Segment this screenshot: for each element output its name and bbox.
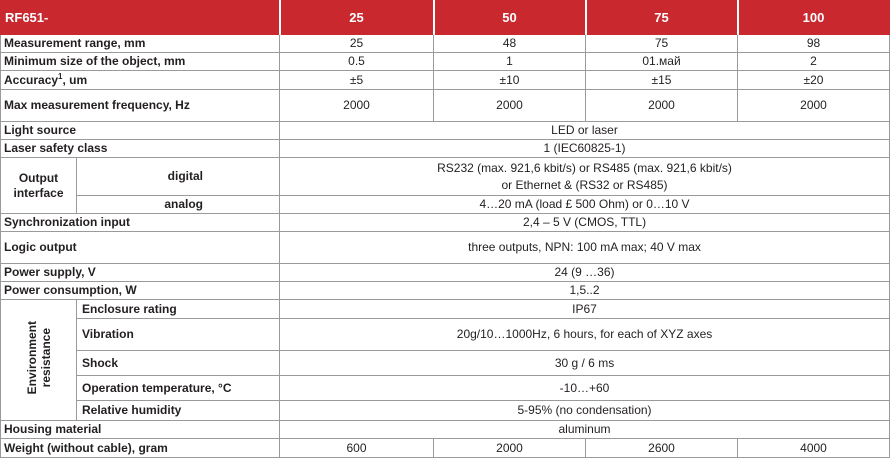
row-label: Laser safety class xyxy=(1,140,280,158)
cell-value: 48 xyxy=(434,35,586,53)
sync-input-row xyxy=(1,214,890,232)
analog-label: analog xyxy=(77,196,280,214)
row-label: Power supply, V xyxy=(1,264,280,282)
cell-value: aluminum xyxy=(280,421,890,439)
cell-value: 1 (IEC60825-1) xyxy=(280,140,890,158)
enclosure-row xyxy=(1,300,890,319)
group-label-line2: resistance xyxy=(38,328,53,388)
min-size-row xyxy=(1,53,890,71)
shock-row xyxy=(1,351,890,376)
cell-value: 2000 xyxy=(434,90,586,122)
cell-value: 75 xyxy=(586,35,738,53)
cell-value: ±10 xyxy=(434,71,586,90)
environment-vertical-label xyxy=(25,321,53,394)
row-label: Light source xyxy=(1,122,280,140)
output-digital-row xyxy=(1,158,890,196)
housing-row xyxy=(1,421,890,439)
accuracy-unit: , um xyxy=(62,72,88,87)
row-label: Logic output xyxy=(1,232,280,264)
row-label: Measurement range, mm xyxy=(1,35,280,53)
cell-value: 2000 xyxy=(280,90,434,122)
cell-value xyxy=(280,158,890,196)
weight-row xyxy=(1,439,890,458)
cell-value: ±5 xyxy=(280,71,434,90)
row-label xyxy=(1,71,280,90)
cell-value: 2,4 – 5 V (CMOS, TTL) xyxy=(280,214,890,232)
power-consumption-row xyxy=(1,282,890,300)
cell-value: 30 g / 6 ms xyxy=(280,351,890,376)
power-supply-row xyxy=(1,264,890,282)
row-label: Power consumption, W xyxy=(1,282,280,300)
cell-value: 2 xyxy=(738,53,890,71)
cell-value: 4000 xyxy=(738,439,890,458)
digital-value-line2: or Ethernet & (RS32 or RS485) xyxy=(501,177,668,192)
row-label: Housing material xyxy=(1,421,280,439)
laser-safety-row xyxy=(1,140,890,158)
footnote-marker: 1 xyxy=(58,71,63,81)
range-header-25: 25 xyxy=(280,1,434,35)
cell-value: 2600 xyxy=(586,439,738,458)
vibration-row xyxy=(1,319,890,351)
row-label: Weight (without cable), gram xyxy=(1,439,280,458)
group-label-line1: Environment xyxy=(24,321,39,395)
environment-group-label xyxy=(1,300,77,421)
enclosure-label: Enclosure rating xyxy=(77,300,280,319)
range-header-75: 75 xyxy=(586,1,738,35)
digital-value-line1: RS232 (max. 921,6 kbit/s) or RS485 (max. 921,6 kbit/s) xyxy=(437,160,732,175)
humidity-row xyxy=(1,401,890,421)
logic-output-row xyxy=(1,232,890,264)
range-header-100: 100 xyxy=(738,1,890,35)
group-label-line2: interface xyxy=(13,185,64,200)
cell-value: 2000 xyxy=(738,90,890,122)
accuracy-label: Accuracy xyxy=(4,72,59,87)
cell-value: 2000 xyxy=(434,439,586,458)
model-header: RF651- xyxy=(1,1,280,35)
cell-value: 24 (9 …36) xyxy=(280,264,890,282)
cell-value: ±15 xyxy=(586,71,738,90)
row-label: Max measurement frequency, Hz xyxy=(1,90,280,122)
header-row xyxy=(1,1,890,35)
cell-value: ±20 xyxy=(738,71,890,90)
measurement-range-row xyxy=(1,35,890,53)
cell-value: 25 xyxy=(280,35,434,53)
max-frequency-row xyxy=(1,90,890,122)
cell-value: 5-95% (no condensation) xyxy=(280,401,890,421)
cell-value: 1,5..2 xyxy=(280,282,890,300)
cell-value: IP67 xyxy=(280,300,890,319)
cell-value: 98 xyxy=(738,35,890,53)
shock-label: Shock xyxy=(77,351,280,376)
digital-label: digital xyxy=(77,158,280,196)
row-label: Minimum size of the object, mm xyxy=(1,53,280,71)
group-label-line1: Output xyxy=(18,170,59,185)
cell-value: 01.май xyxy=(586,53,738,71)
cell-value: 600 xyxy=(280,439,434,458)
temperature-label: Operation temperature, °C xyxy=(77,376,280,401)
light-source-row xyxy=(1,122,890,140)
cell-value: 4…20 mA (load £ 500 Ohm) or 0…10 V xyxy=(280,196,890,214)
cell-value: 0.5 xyxy=(280,53,434,71)
cell-value: 20g/10…1000Hz, 6 hours, for each of XYZ axes xyxy=(280,319,890,351)
range-header-50: 50 xyxy=(434,1,586,35)
humidity-label: Relative humidity xyxy=(77,401,280,421)
output-interface-group-label xyxy=(1,158,77,214)
cell-value: 2000 xyxy=(586,90,738,122)
cell-value: three outputs, NPN: 100 mA max; 40 V max xyxy=(280,232,890,264)
cell-value: LED or laser xyxy=(280,122,890,140)
temperature-row xyxy=(1,376,890,401)
cell-value: 1 xyxy=(434,53,586,71)
cell-value: -10…+60 xyxy=(280,376,890,401)
row-label: Synchronization input xyxy=(1,214,280,232)
vibration-label: Vibration xyxy=(77,319,280,351)
output-analog-row xyxy=(1,196,890,214)
accuracy-row xyxy=(1,71,890,90)
